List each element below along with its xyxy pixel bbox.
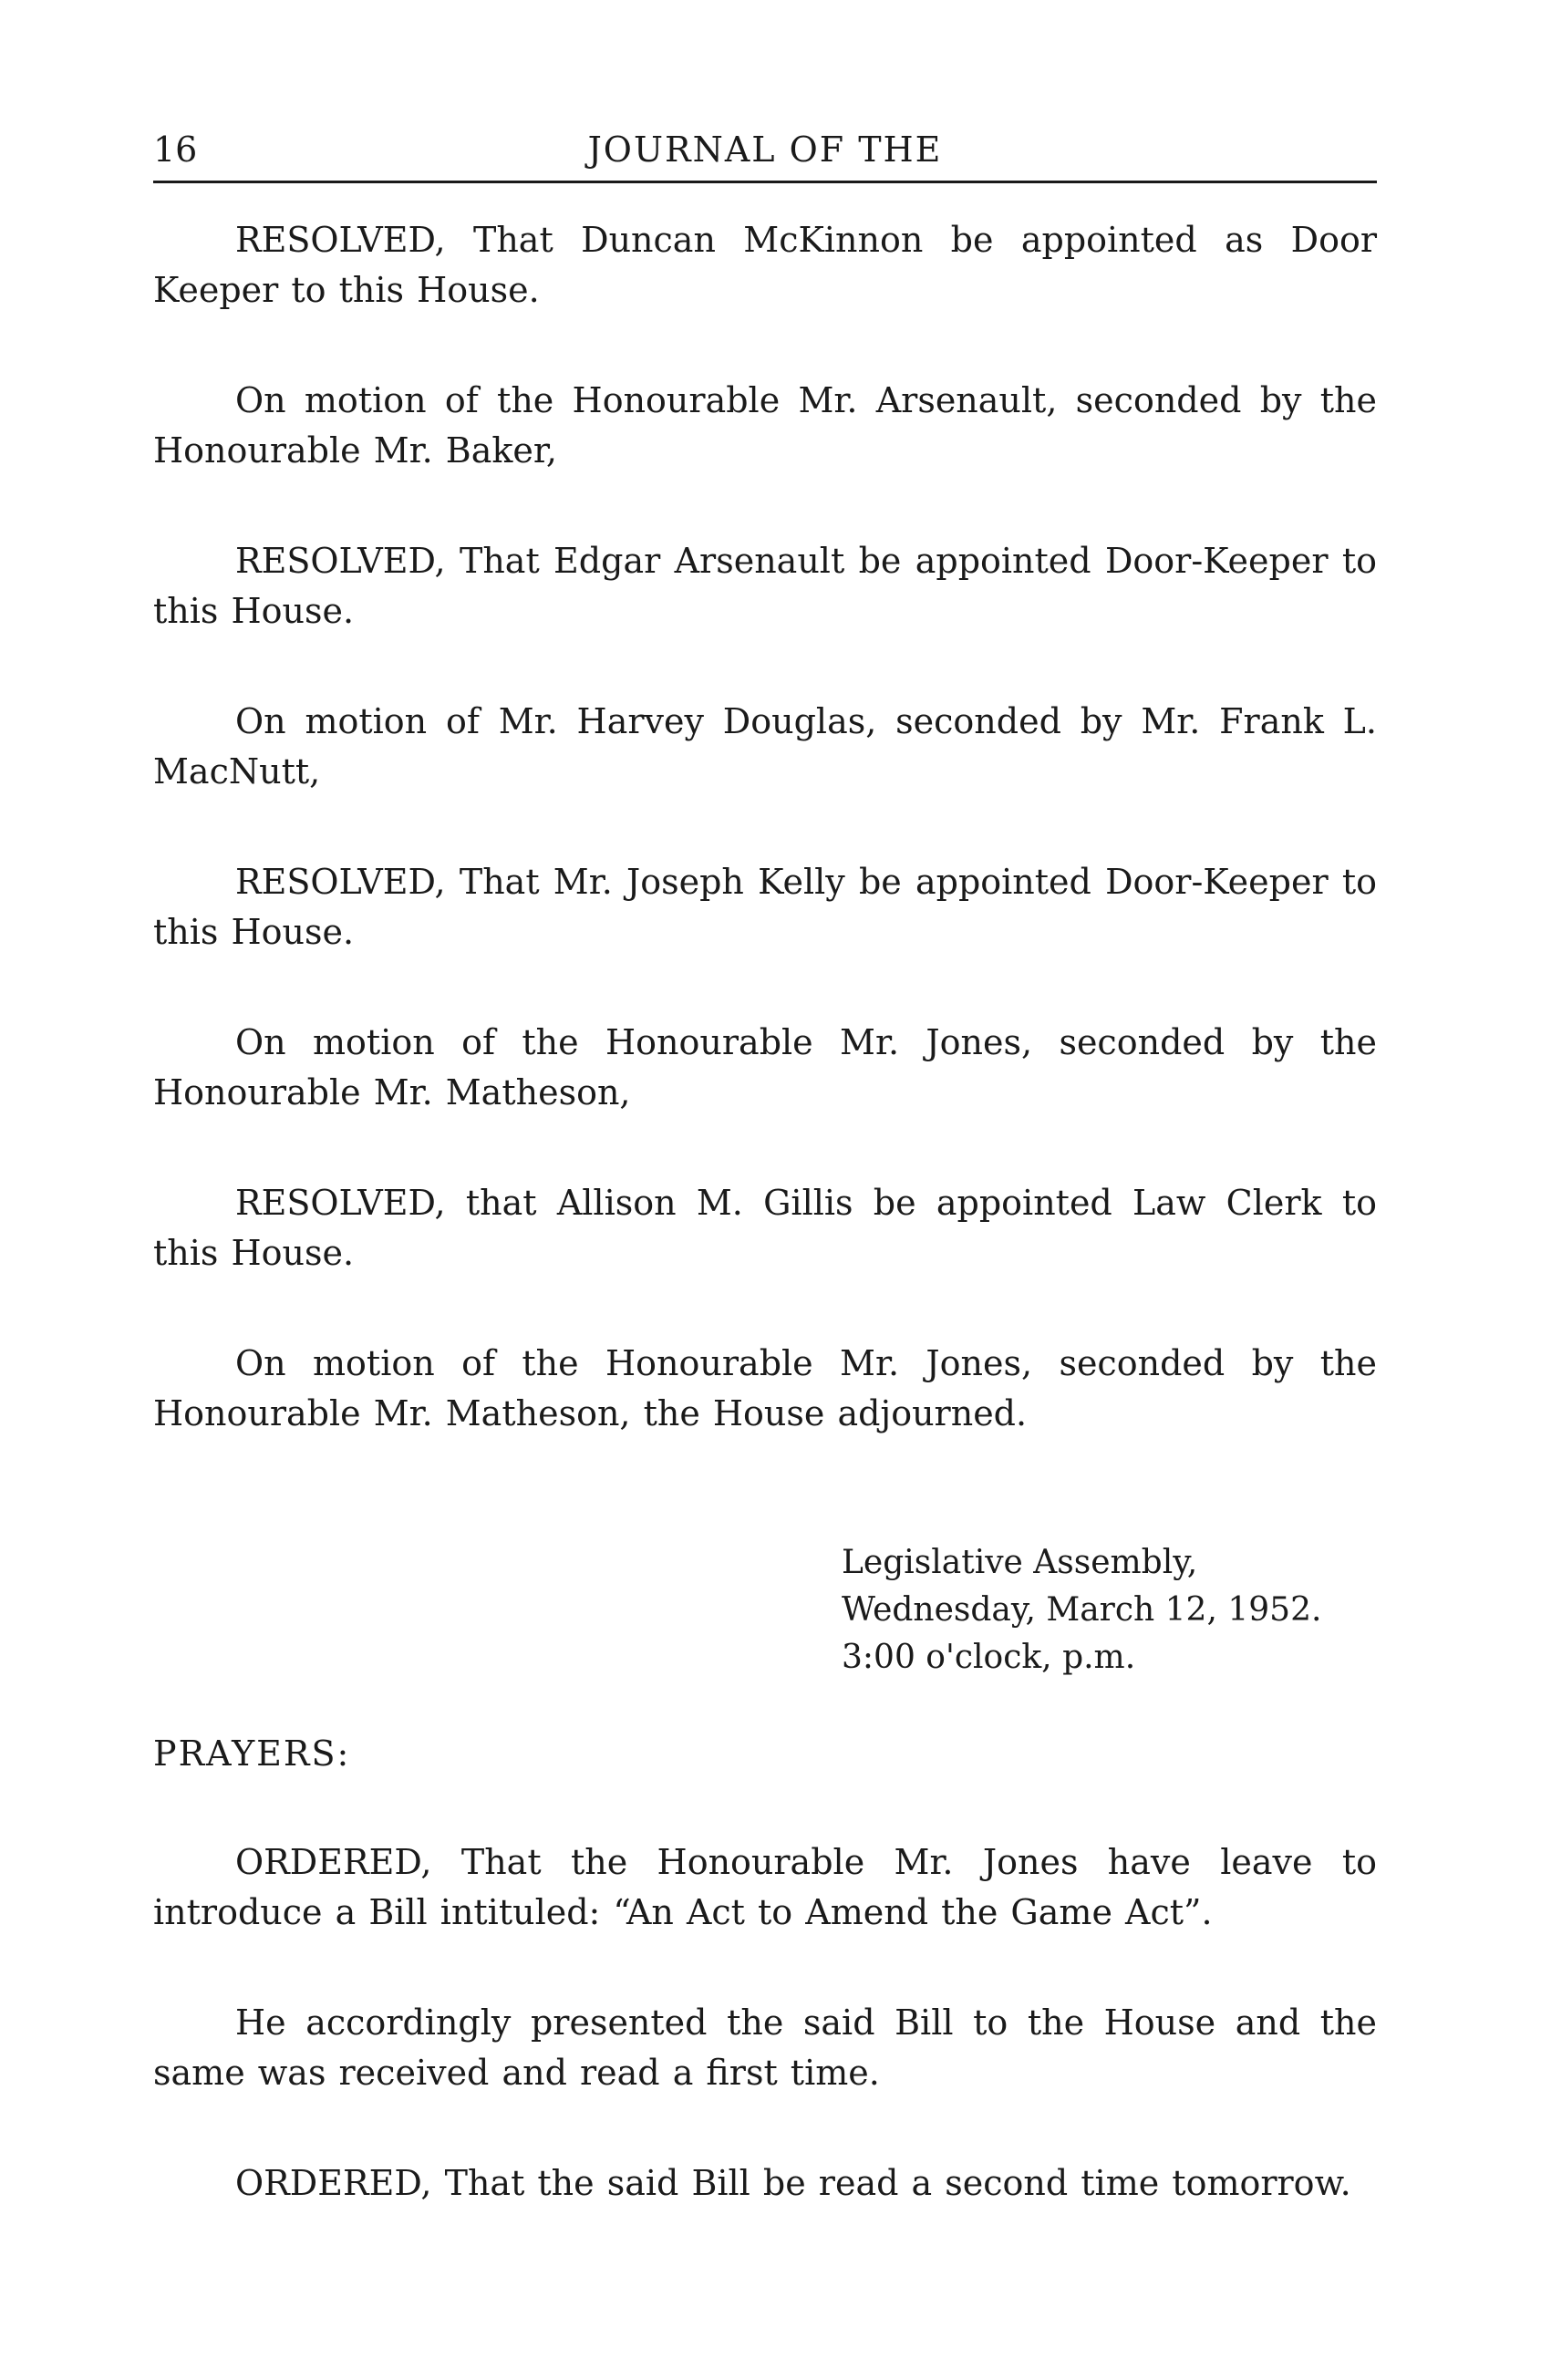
paragraph: On motion of the Honourable Mr. Jones, seconded by the Honourable Mr. Matheson, [153,1022,1377,1112]
prayers-heading: PRAYERS: [153,1733,351,1774]
dateline-assembly: Legislative Assembly, [842,1544,1198,1581]
paragraph: ORDERED, That the said Bill be read a second time tomorrow. [235,2163,1351,2203]
page-header [153,124,1377,183]
paragraph: On motion of the Honourable Mr. Jones, seconded by the Honourable Mr. Matheson, the House adjourned. [153,1343,1377,1433]
paragraph: RESOLVED, That Edgar Arsenault be appointed Door-Keeper to this House. [153,541,1377,631]
paragraph: RESOLVED, That Duncan McKinnon be appointed as Door Keeper to this House. [153,220,1377,310]
dateline-date: Wednesday, March 12, 1952. [842,1591,1322,1629]
dateline-time: 3:00 o'clock, p.m. [842,1639,1136,1676]
journal-body [153,215,1377,2209]
paragraph: On motion of the Honourable Mr. Arsenault, seconded by the Honourable Mr. Baker, [153,380,1377,471]
paragraph: RESOLVED, that Allison M. Gillis be appointed Law Clerk to this House. [153,1183,1377,1273]
sitting-dateline [842,1539,1377,1682]
running-head: JOURNAL OF THE [587,129,943,170]
paragraph: He accordingly presented the said Bill to the House and the same was received and read a first time. [153,2002,1377,2093]
paragraph: On motion of Mr. Harvey Douglas, seconded by Mr. Frank L. MacNutt, [153,701,1377,792]
paragraph: ORDERED, That the Honourable Mr. Jones have leave to introduce a Bill intituled: “An Act to Amend the Game Act”. [153,1842,1377,1932]
page-number: 16 [153,129,198,170]
paragraph: RESOLVED, That Mr. Joseph Kelly be appointed Door-Keeper to this House. [153,862,1377,952]
